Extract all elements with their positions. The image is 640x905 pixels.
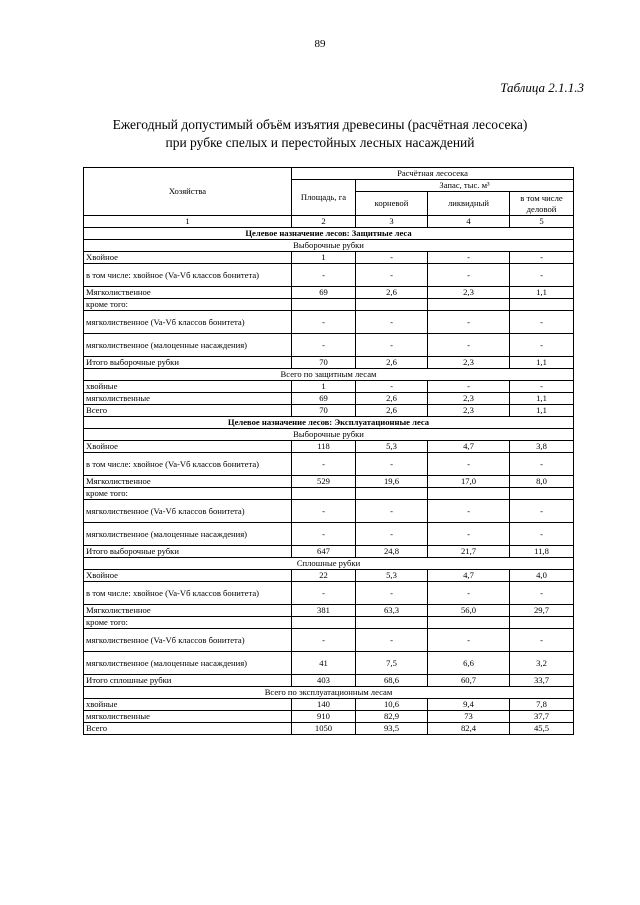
value-cell: 2,6 <box>356 357 428 369</box>
value-cell: 45,5 <box>510 723 574 735</box>
table-row <box>84 675 574 687</box>
row-name: мягколиственное (малоценные насаждения) <box>84 523 292 546</box>
value-cell: 1,1 <box>510 393 574 405</box>
row-name: в том числе: хвойное (Va-Vб классов бонитета) <box>84 453 292 476</box>
value-cell <box>356 299 428 311</box>
table-row <box>84 264 574 287</box>
table-row <box>84 488 574 500</box>
header-area: Площадь, га <box>292 180 356 216</box>
value-cell: - <box>356 582 428 605</box>
subsection-title: Выборочные рубки <box>84 240 574 252</box>
value-cell: 56,0 <box>428 605 510 617</box>
value-cell: - <box>356 381 428 393</box>
table-row <box>84 570 574 582</box>
value-cell: 69 <box>292 393 356 405</box>
header-business: в том числе деловой <box>510 192 574 216</box>
value-cell: - <box>292 334 356 357</box>
row-name: кроме того: <box>84 299 292 311</box>
table-row <box>84 405 574 417</box>
value-cell: - <box>428 381 510 393</box>
value-cell <box>356 617 428 629</box>
table-row <box>84 523 574 546</box>
value-cell: - <box>428 453 510 476</box>
value-cell: - <box>428 334 510 357</box>
value-cell: - <box>356 523 428 546</box>
value-cell: 3,2 <box>510 652 574 675</box>
value-cell: 2,6 <box>356 393 428 405</box>
value-cell: - <box>292 629 356 652</box>
table-row <box>84 287 574 299</box>
subsection-row <box>84 369 574 381</box>
value-cell: 1,1 <box>510 405 574 417</box>
value-cell: 7,8 <box>510 699 574 711</box>
value-cell: - <box>510 381 574 393</box>
value-cell <box>356 488 428 500</box>
value-cell: 4,7 <box>428 570 510 582</box>
table-label: Таблица 2.1.1.3 <box>500 80 584 95</box>
row-name: в том числе: хвойное (Va-Vб классов бонитета) <box>84 582 292 605</box>
row-name: кроме того: <box>84 617 292 629</box>
value-cell: - <box>292 582 356 605</box>
table-row <box>84 652 574 675</box>
header-root: корневой <box>356 192 428 216</box>
value-cell: 21,7 <box>428 546 510 558</box>
row-name: Хвойное <box>84 441 292 453</box>
value-cell: 10,6 <box>356 699 428 711</box>
value-cell: 140 <box>292 699 356 711</box>
value-cell <box>428 488 510 500</box>
row-name: мягколиственное (Va-Vб классов бонитета) <box>84 500 292 523</box>
row-name: в том числе: хвойное (Va-Vб классов бонитета) <box>84 264 292 287</box>
value-cell <box>510 299 574 311</box>
value-cell: - <box>510 453 574 476</box>
subsection-row <box>84 558 574 570</box>
row-name: хвойные <box>84 381 292 393</box>
header-farm: Хозяйства <box>84 168 292 216</box>
value-cell: 1050 <box>292 723 356 735</box>
value-cell: 93,5 <box>356 723 428 735</box>
subsection-title: Выборочные рубки <box>84 429 574 441</box>
value-cell: 29,7 <box>510 605 574 617</box>
value-cell: 647 <box>292 546 356 558</box>
value-cell: 1,1 <box>510 287 574 299</box>
value-cell: 4,7 <box>428 441 510 453</box>
table-row <box>84 441 574 453</box>
value-cell <box>510 488 574 500</box>
page-number: 89 <box>314 38 326 50</box>
header-calc-cut: Расчётная лесосека <box>292 168 574 180</box>
subsection-title: Всего по эксплуатационным лесам <box>84 687 574 699</box>
column-number: 3 <box>356 216 428 228</box>
row-name: Хвойное <box>84 570 292 582</box>
value-cell: 403 <box>292 675 356 687</box>
value-cell: - <box>292 264 356 287</box>
value-cell: - <box>510 523 574 546</box>
value-cell: 5,3 <box>356 570 428 582</box>
value-cell: 4,0 <box>510 570 574 582</box>
value-cell: 68,6 <box>356 675 428 687</box>
table-row <box>84 711 574 723</box>
table-row <box>84 629 574 652</box>
value-cell: 82,4 <box>428 723 510 735</box>
value-cell: 24,8 <box>356 546 428 558</box>
row-name: Итого сплошные рубки <box>84 675 292 687</box>
value-cell: - <box>510 252 574 264</box>
subsection-row <box>84 429 574 441</box>
value-cell: 19,6 <box>356 476 428 488</box>
table-row <box>84 617 574 629</box>
value-cell: - <box>510 629 574 652</box>
value-cell <box>428 617 510 629</box>
section-row <box>84 417 574 429</box>
value-cell: 69 <box>292 287 356 299</box>
table-row <box>84 546 574 558</box>
table-row <box>84 334 574 357</box>
row-name: мягколиственное (малоценные насаждения) <box>84 334 292 357</box>
title-line-2: при рубке спелых и перестойных лесных насаждений <box>165 135 475 150</box>
value-cell: - <box>292 500 356 523</box>
subsection-title: Всего по защитным лесам <box>84 369 574 381</box>
value-cell: 11,8 <box>510 546 574 558</box>
value-cell: - <box>428 629 510 652</box>
value-cell: - <box>356 311 428 334</box>
value-cell: 33,7 <box>510 675 574 687</box>
value-cell <box>292 299 356 311</box>
table-row <box>84 476 574 488</box>
value-cell: - <box>356 264 428 287</box>
table-row <box>84 252 574 264</box>
row-name: Итого выборочные рубки <box>84 546 292 558</box>
column-number: 1 <box>84 216 292 228</box>
row-name: Мягколиственное <box>84 476 292 488</box>
value-cell <box>292 488 356 500</box>
value-cell: - <box>428 252 510 264</box>
section-title: Целевое назначение лесов: Эксплуатационные леса <box>84 417 574 429</box>
value-cell: 1,1 <box>510 357 574 369</box>
value-cell: 381 <box>292 605 356 617</box>
value-cell: 2,3 <box>428 357 510 369</box>
value-cell: - <box>428 582 510 605</box>
subsection-row <box>84 240 574 252</box>
row-name: Всего <box>84 723 292 735</box>
value-cell: 3,8 <box>510 441 574 453</box>
value-cell: 910 <box>292 711 356 723</box>
row-name: мягколиственные <box>84 393 292 405</box>
table-row <box>84 453 574 476</box>
value-cell: - <box>428 264 510 287</box>
table-row <box>84 311 574 334</box>
table-row <box>84 699 574 711</box>
harvest-table <box>83 167 574 735</box>
row-name: Итого выборочные рубки <box>84 357 292 369</box>
column-number: 4 <box>428 216 510 228</box>
subsection-title: Сплошные рубки <box>84 558 574 570</box>
value-cell: 60,7 <box>428 675 510 687</box>
value-cell: 2,3 <box>428 405 510 417</box>
column-number: 5 <box>510 216 574 228</box>
table-row <box>84 582 574 605</box>
value-cell: - <box>428 311 510 334</box>
value-cell: - <box>356 334 428 357</box>
value-cell: 5,3 <box>356 441 428 453</box>
value-cell: 41 <box>292 652 356 675</box>
section-title: Целевое назначение лесов: Защитные леса <box>84 228 574 240</box>
value-cell <box>428 299 510 311</box>
table-row <box>84 393 574 405</box>
value-cell: 73 <box>428 711 510 723</box>
row-name: мягколиственные <box>84 711 292 723</box>
value-cell: 37,7 <box>510 711 574 723</box>
table-row <box>84 299 574 311</box>
section-row <box>84 228 574 240</box>
table-row <box>84 357 574 369</box>
value-cell: 17,0 <box>428 476 510 488</box>
value-cell: - <box>356 500 428 523</box>
value-cell: - <box>356 629 428 652</box>
column-number: 2 <box>292 216 356 228</box>
row-name: Хвойное <box>84 252 292 264</box>
value-cell: - <box>510 334 574 357</box>
value-cell: - <box>510 264 574 287</box>
row-name: Мягколиственное <box>84 287 292 299</box>
value-cell: 63,3 <box>356 605 428 617</box>
value-cell: - <box>292 311 356 334</box>
row-name: мягколиственное (малоценные насаждения) <box>84 652 292 675</box>
row-name: мягколиственное (Va-Vб классов бонитета) <box>84 311 292 334</box>
row-name: Всего <box>84 405 292 417</box>
value-cell: 2,6 <box>356 287 428 299</box>
table-row <box>84 605 574 617</box>
value-cell: - <box>356 453 428 476</box>
table-row <box>84 381 574 393</box>
value-cell: - <box>356 252 428 264</box>
table-row <box>84 723 574 735</box>
value-cell: 9,4 <box>428 699 510 711</box>
value-cell: 2,3 <box>428 393 510 405</box>
value-cell: 2,3 <box>428 287 510 299</box>
value-cell: 6,6 <box>428 652 510 675</box>
value-cell: - <box>510 500 574 523</box>
value-cell: 7,5 <box>356 652 428 675</box>
value-cell: - <box>510 582 574 605</box>
value-cell: 118 <box>292 441 356 453</box>
value-cell <box>510 617 574 629</box>
header-liquid: ликвидный <box>428 192 510 216</box>
value-cell: - <box>428 523 510 546</box>
value-cell: - <box>292 523 356 546</box>
value-cell <box>292 617 356 629</box>
row-name: мягколиственное (Va-Vб классов бонитета) <box>84 629 292 652</box>
row-name: хвойные <box>84 699 292 711</box>
value-cell: 8,0 <box>510 476 574 488</box>
table-header <box>84 168 574 228</box>
subsection-row <box>84 687 574 699</box>
value-cell: 529 <box>292 476 356 488</box>
value-cell: 1 <box>292 381 356 393</box>
title-line-1: Ежегодный допустимый объём изъятия древесины (расчётная лесосека) <box>112 117 528 132</box>
row-name: кроме того: <box>84 488 292 500</box>
header-stock: Запас, тыс. м³ <box>356 180 574 192</box>
value-cell: - <box>428 500 510 523</box>
row-name: Мягколиственное <box>84 605 292 617</box>
value-cell: 22 <box>292 570 356 582</box>
value-cell: - <box>510 311 574 334</box>
value-cell: - <box>292 453 356 476</box>
table-row <box>84 500 574 523</box>
table-body <box>84 228 574 735</box>
value-cell: 2,6 <box>356 405 428 417</box>
document-title <box>0 116 640 152</box>
value-cell: 70 <box>292 357 356 369</box>
value-cell: 82,9 <box>356 711 428 723</box>
value-cell: 70 <box>292 405 356 417</box>
value-cell: 1 <box>292 252 356 264</box>
